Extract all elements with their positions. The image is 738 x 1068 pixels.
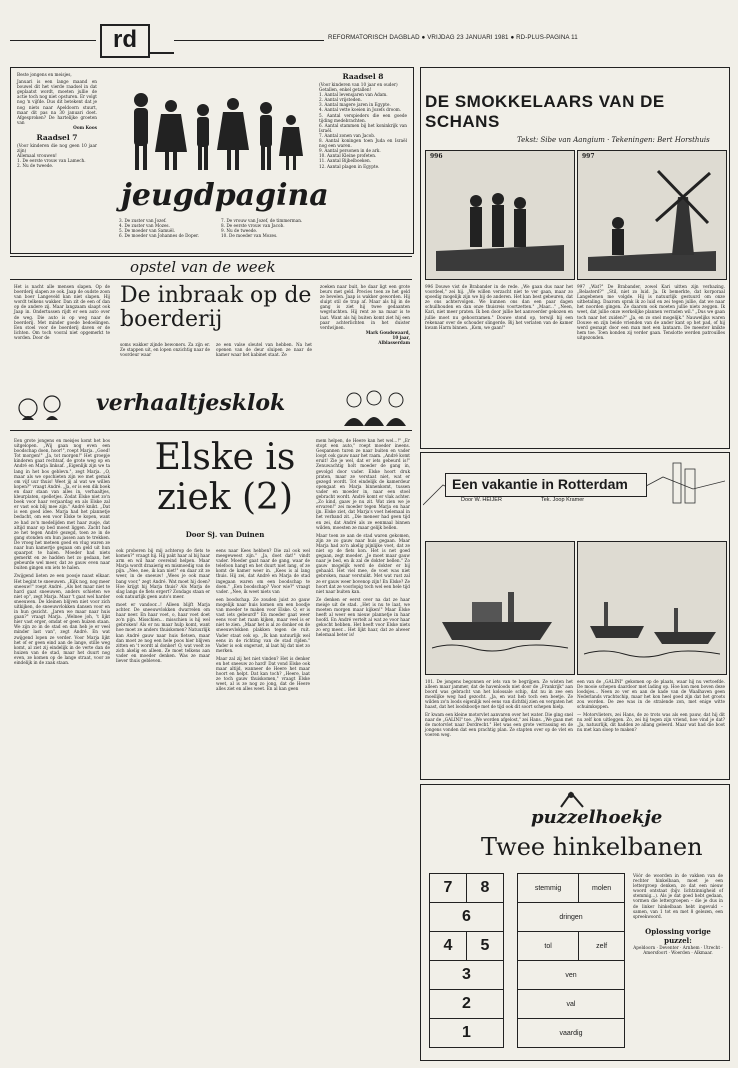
raadsel7-question-2: 2. Nu de tweede. <box>17 163 54 169</box>
raadsel8-subtitle: (Voor kinderen van 10 jaar en ouder) <box>319 82 398 87</box>
hinkel-left-cell-5[interactable]: 5 <box>467 932 504 961</box>
story-col1: Een grote jongens en meisjes komt het bos uitgelopen. „Wij gaan nog even een boodschap doen, hoor!", roept Marja. „Goed! Tot morgen!" „Ja, tot morgen!" Het groepje kinderen gaat rechtsaf, de grote weg op en André en Marja linksaf. „Eigenlijk zijn we ta lang in het bos geblevn.", zegt Marja. „O, maar als we opschieten zijn we met gemak om vijf uur thuis! Weet jij al wat we willen kopen?" vraagt André. „Ja, er is een dik boek en daar staan van alles in, verhaaltjes, kleurplaten, spelletjes. Zodat Elske niet zo'n boek voor haar verjaardag en als Elske zal er vast ook blij mee zijn." André knikt. „Dat is een goed idee. Marja had het plannetje bedacht, om een voor Elske te kopen, want ze had zo'n medelijden met haar zusje, dat altijd maar op bed moest liggen. Zacht had ze het tegen André gezegd, toen ze in de gang stonden om hun jassen aan te trekken. De vroeg het meteen goed en vlug waren ze naar hun kamertje gegaan om geld uit hun spaarpot te halen. Moeder had niets gemerkt en ze hadden het zo gedaan, het gebeurde wel meer, dat ze gauw even naar buiten gingen om iets te halen. <box>14 438 110 571</box>
raadsel8-question-1: 1. Aantal levensjaren van Adam. <box>319 92 388 98</box>
vakantie-tekenaar: Tek. Joop Kramer <box>541 497 585 503</box>
raadsel7-question-1: 1. De eerste vrouw van Lamech. <box>17 158 86 164</box>
story-col1b: Zwijgend lieten ze een poosje naast elkaar. Het begint te sneeuwen. „Kijk nog, nog meer sneeuw!" roept André. „Als het maar niet te hard gaat sneeuwen, anders schieten we niet op", zegt Marja. Maar 't gaat wel harder sneeuwen. De kleinen blijven niet voor zich uitkijken, de sneeuwvlokken dansen voor en in hun gezicht. „Jaren we maar naar huis gaan?" vraagt Marja. „Welnee joh, 't lijkt hier vast erger, omdat er geen huizen staan. We zijn zo in de stad en dan heb je er veel minder last van", zegt André. En wat zwijgend lopen ze verder. Voor Marja lijkt het of er geen eind aan de lange, stille weg komt, al ziet zij eindelijk in de verte dan de huizen van de stad, maar het duurt nog even, ze komen op de lange straat, voor ze eindelijk in de zaak staan. <box>14 573 110 666</box>
smokkelaars-text-996: 996 Douwe vist de Brabander in de rede. „We gaan dus naar het voordeel," zei hij. „We willen verzacht niet te ver gaan, maar zo spoedig mogelijk zijn we bij de anderen. Het kan best gebeuren, dat ze ons achtervolgen. We kunnen ons dan een paar dagen schuilhouden en dan onze thuisreis voortzetten." „Maar..." „Neen, Kari, niet meer praten. Ik ben door jullie het aanvoerder gekozen en jullie moet nu gehoorzamen." Douwe stond op, terwijl hij een rekenaar over de schouder slingerde. Bij het verlaten van de kamer kwam Harm binnen. „Kom, we gaan!" <box>425 284 573 330</box>
raadsel7-subtitle: (Voor kinderen die nog geen 10 jaar zijn) <box>17 143 97 154</box>
comic-panel-997: 997 <box>577 150 727 280</box>
hinkel-right-molen: molen <box>579 874 625 903</box>
raadsel7-more2-3: 10. De moeder van Mozes. <box>221 233 278 239</box>
comic-panel-996: 996 <box>425 150 575 280</box>
story-col4b: Maar toen ze aan de stad waren gekomen, zijn ze zo gauw naar huis gegaan. Maar Marja had zo'n akelig pijnlijke voet, dat ze niet op de fiets kon. Het is net goed gegaan, zegt moeder. „Je moet maar gauw naar je bed, en ik zal de dokter bellen." Zo gauw mogelijk werd de dokter er bij gehaald. Het viel mee, de voet was niet gebroken, maar verstuikt. Met wat rust zal ze er gauw weer bovenop zijn! En Elske? Ze hoort dat ze voorlopig toch wel een hele tijd niet naar buiten kan. <box>316 532 410 594</box>
opstel-banner: opstel van de week <box>10 256 412 280</box>
solution-text: Apeldoorn · Deventer · Arnhem · Utrecht · Amersfoort · Woerden · Alkmaar. <box>633 944 723 955</box>
hinkel-left-cell-8[interactable]: 8 <box>467 874 504 903</box>
smokkelaars-section <box>420 67 730 449</box>
hinkel-left-cell-4[interactable]: 4 <box>430 932 467 961</box>
raadsel8-question-4: 4. Aantal vette koeien in Jozefs droom. <box>319 107 402 113</box>
raadsel8-question-2: 2. Aantal vrijsteden. <box>319 97 362 103</box>
opstel-author-age: 10 jaar, <box>392 334 410 340</box>
jeugdpagina-section <box>10 67 414 254</box>
opstel-text-3: ze een valse sleutel van hebben. Na het openen van de deur sluipen ze naar de kamer waar het kabinet staat. Ze <box>216 342 312 358</box>
vakantie-text-3: Er kwam een kleine motorvlet aanvaren over het water. Die ging snel naar de „GALINI" toe. „We worden afgelost," zei Hans. „We gaan met de motorvlet naar Dordrecht." Het was een grote verrassing en de jongens vonden dat een prachtig plan. Ze stapten over op de vlet en voeren weg. <box>425 711 573 737</box>
hinkel-right-vaardig: vaardig <box>518 1019 625 1048</box>
hinkel-right-zelf: zelf <box>579 932 625 961</box>
raadsel8-question-6: 6. Aantal stammen bij het koninkrijk van Israël. <box>319 122 407 133</box>
hinkelbaan-left <box>429 873 504 1048</box>
ship-icon <box>432 562 568 666</box>
raadsel8-question-7: 7. Aantal zonen van Jacob. <box>319 132 376 138</box>
raadsel8-question-8: 8. Aantal koningen toen Juda en Israël nog een waren. <box>319 138 407 149</box>
raadsel8-question-9: 9. Aantal personen in de ark. <box>319 148 381 154</box>
hinkelbaan-right <box>517 873 625 1048</box>
raadsel7-more-3: 6. De moeder van Johannes de Doper. <box>119 233 199 239</box>
story-byline: Door Sj. van Duinen <box>185 530 265 539</box>
raadsel7-title: Raadsel 7 <box>36 133 78 143</box>
smokkelaars-text-997: 997 „Wat?" De Brabander, zowel Kari uitten zijn verbazing. „Belasterd?" „Stil, niet zo luid. Ja. Ik bemerkte, dat korporaal Langebenen me volgde. Hij is natuurlijk gestuurd om onze uitbetaling. Daarom sprak ik zo luid en zei tegen jullie, dat we naar het noorden gingen. Ze daarom ook moeten jullie niets zeggen. Ik weet, dat jullie onze werkelijke plannen verraden wil." „Dus we gaan toch naar het zuiden?" „Ja, en zo snel mogelijk." Nauwelijks waren Douwe en zijn beide vrienden van de ander kant op het pad, of hij werd gesnapt door een man met een lantaarn. De meester knikte hem toe. Toen konden zij verder gaan. Tenslotte werden patrouilles uitgezonden. <box>577 284 725 340</box>
raadsel8-question-0: Getallen, enkel getallen! <box>319 87 372 93</box>
newspaper-name: REFORMATORISCH DAGBLAD <box>328 34 420 41</box>
raadsel8-question-5: 5. Aantal verspieders die een goede tijding medebrachten. <box>319 112 407 123</box>
opstel-author: Mark Goudswaard, <box>365 329 410 335</box>
raadsel8-question-12: 12. Aantal plagen in Egypte. <box>319 163 380 169</box>
puzzel-title: Twee hinkelbanen <box>481 833 703 861</box>
clock-children-icon <box>14 390 74 426</box>
hinkel-left-cell-6[interactable]: 6 <box>430 903 504 932</box>
raadsel7-question-0: Allemaal vrouwen! <box>17 153 57 159</box>
harbour-ships-icon <box>584 562 720 666</box>
puzzel-instructions: Vóór de woorden in de vakken van de rechter hinkelbaan, moet je een lettergroep denken, zo dat een nieuw woord ontstaat (bijv. lichtzinnigheid of stemmig...). Als je dat goed hebt gedaan, vormen die lettergroepen – die je dus in de linker hinkelbaan hebt ingevuld – samen, van 1 tot en met 8 gelezen, een spreekwoord. <box>633 873 723 919</box>
ship-panel-right <box>577 541 727 675</box>
jeugdpagina-title: jeugdpagina <box>121 178 329 213</box>
issue-date: VRIJDAG 23 JANUARI 1981 <box>427 34 509 41</box>
raadsel7-more2-1: 8. De eerste vrouw van Jacob. <box>221 223 285 229</box>
solution-title: Oplossing vorige puzzel: <box>645 926 711 945</box>
raadsel7-more-2: 5. De moeder van Samuël. <box>119 228 176 234</box>
story-col2: ook proberen bij mij achterop de fiets te komen?" vraagt hij. Hij pakt haar al bij haar arm en wil haar overeind helpen. Maar Marja wordt draaierig en mismoedig van de pijn. „Nee, nee, ik kan niet!" en daar zit ze weer, in de sneeuw! „Wees je ook maar bang voor," zegt André. Wat moet hij doen? Hoe krijgt hij Marja thuis? Als Marja de slag langs de fiets ergert? Zondags staan er ook natuurlijk geen auto's meer. <box>116 548 210 599</box>
greeting: Beste jongens en meisjes, <box>17 72 72 77</box>
smokkelaars-credits: Tekst: Sibe van Aangium · Tekeningen: Bert Horsthuis <box>517 136 710 144</box>
children-silhouette-icon <box>111 80 311 180</box>
vakantie-byline: Door W. HEIJER <box>461 497 502 503</box>
story-col2b: moet er vandoor...! Alleen blijft Marja achter. De sneeuwvlokken dwarrelen om haar neer. En haar voet, o, haar voet doet zo'n pijn. Misschien... misschien is hij wel gebroken! Als er nu maar hulp komt, want hoe moet ze anders thuiskomen? Natuurlijk kan André gauw naar huis fietsen, maar dan moet ze nog een hele poos hier blijven zitten en 't wordt al donker! O, wat voelt ze zich akelig en alleen. Ze moet telkens aan vader en moeder denken. Was ze maar liever thuis gebleven. <box>116 601 210 663</box>
opstel-text-1: Het is nacht alle mensen slapen. Op de boerderij slapen ze ook. Jaap de oudste zoon van boer Langeveld kan niet slapen. Hij wordt telkens wakker. Dan zit de een of dan op de andere zij. Maar langzaam slaapt ook Jaap in. Ondertussen rijdt er een auto over de weg. Die auto is op weg naar de boerderij. Met minder goede bedoelingen. Een stoel voor de boerderij daven er de lichten. Om toch vooral niet opgemerkt te worden. Door de <box>14 284 110 340</box>
hinkel-right-stemmig: stemmig <box>518 874 579 903</box>
opstel-text-4: zoeken naar buit, he daar ligt een grote beurs met geld. Precies toen ze het geld ze bevelen. Jaap is wakker geworden. Hij sluipt stil de trap af. Maar als hij in de gang is ziet hij twee gedaanten wegvluchten. Hij rent ze na maar is te laat. Want als hij buiten komt ziet hij een paar achterlichten in het duister verdwijnen. <box>320 284 410 330</box>
ship-panel-left <box>425 541 575 675</box>
logo-grid-icon <box>148 26 174 54</box>
story-col4c: Maar zal zij het niet vinden? Het is denker en het sneeuw zo hard! Dat vond Elske ook maar altijd, wanneer de Heere het maar hoort en helpt. Dat kan toch? „Heere, laat ze toch gauw thuiskomen," vraagt Elske weet, al is ze nog zo jong, dat de Heere alles ziet en alles weet. En al kan geen <box>216 655 310 692</box>
hinkel-right-tol: tol <box>518 932 579 961</box>
vakantie-section <box>420 452 730 780</box>
raadsel8-question-11: 11. Aantal Bijbelboeken. <box>319 158 371 164</box>
vakantie-title-box: Een vakantie in Rotterdam <box>445 473 647 497</box>
masthead: rd REFORMATORISCH DAGBLAD ● VRIJDAG 23 JANUARI 1981 ● RD-PLUS-PAGINA 11 <box>10 20 730 60</box>
story-col4d: Ze denken er eerst over na dat ze haar meisje uit de stad. „Het is nu te laat, we moeten morgen maar kijken!" Maar Elske heeft al weer een nieuw plannetje in haar hoofd. En André vertelt al wat ze voor haar gekocht hebben. Het heeft voor Elske niets zo erg meer... Het lijkt haar, dat ze alweer helemaal beter is! <box>316 596 410 638</box>
raadsel8-question-10: 10. Aantal Kleine profeten. <box>319 153 377 159</box>
opstel-title: De inbraak op de boerderij <box>120 283 312 332</box>
windmill-icon <box>588 167 716 271</box>
puzzel-banner: puzzelhoekje <box>531 807 663 828</box>
hinkel-left-cell-1[interactable]: 1 <box>430 1019 504 1048</box>
story-col3: eens naar Kees hebben? Die zal ook wel meegeweest zijn." „Ja, doet dat!" vindt vader. Moeder gaat naar de gang, waar de telefoon hangt en het duurt niet lang, of ze komt de kamer weer in. „Kees is al lang thuis. Hij zei, dat André en Marja de stad ingegaan waren om een boodschap te doen." „Een boodschap? Voor wie?" vraagt vader. „Nee, ik weet niets van <box>216 548 310 594</box>
raadsel7-more2-2: 9. Nu de tweede. <box>221 228 258 234</box>
verhaaltje-banner: verhaaltjesklok <box>10 384 412 431</box>
opstel-author-place: Alblasserdam <box>378 340 410 346</box>
raadsel8-question-3: 3. Aantal magere jaren in Egypte. <box>319 102 391 108</box>
story-col3b: een boodschap. Ze zouden juist zo gauw mogelijk naar huis komen om een boodje van moeder te maken voor Elske. O, er is vast iets gebeurd!" En moeder gaat weer eens voor het raam kijken, maar veel is er niet te zien. „Maar het is al zo donker en de sneeuwvlokken plakken tegen de ruit. Vader staat ook op. „Ik kan natuurlijk wel eens in de richting van de stad rijden." Vader is ook ongerust, al laat hij dat niet zo merken. <box>216 596 310 653</box>
opstel-text-2: soms wakker zijnde bewoners. Za zijn er. Ze stappen uit, en lopen onzichtig naar de voordeur waar <box>120 342 210 358</box>
hinkel-left-cell-7[interactable]: 7 <box>430 874 467 903</box>
rd-logo: rd <box>100 24 150 58</box>
raadsel7-more2-0: 7. De vrouw van Jozef, de timmerman. <box>221 218 303 223</box>
opstel-section <box>10 256 412 382</box>
hinkel-right-ven: ven <box>518 961 625 990</box>
raadsel7-more-0: 3. De zuster van Jozef. <box>119 218 167 223</box>
page-number: RD-PLUS-PAGINA 11 <box>516 34 578 41</box>
hinkel-right-val: val <box>518 990 625 1019</box>
smokkelaars-title: DE SMOKKELAARS VAN DE SCHANS <box>425 92 665 131</box>
story-col4: mem helpen, de Heere kan het wel...!" „Er stopt een auto," roept moeder ineens. Gespannen turen ze naar buiten en vader loopt ook gauw naar het raam. „André komt eruit! Zie je wel, dat er iets gebeurd is!" Zenuwachtig holt moeder de gang in, gevolgd door vader. Elske hoort druk praten, maar ze verstaat niet, wat er gezegd wordt. Tot eindelijk de kamerdeur opengaat en Marja binnenkomt, tussen vader en moeder in, naar een stoel gebracht wordt. André komt er vlak achter. „Zo kind, gaaw je nu zit. Wat zien we je ervaren!" zei moeder tegen Marja en haar ijn. Elske ziet, dat Marja's voet helemaal in het verband zit. „Die meneer had geen tijd en zei, dat André als ze eenmaal binnen wilden, moesten ze maar gelijk bellen. <box>316 438 410 530</box>
hinkel-right-dringen: dringen <box>518 903 625 932</box>
raadsel8-title: Raadsel 8 <box>342 72 384 81</box>
vakantie-text-2: een van de „GALINI" gekomen op de plaats, waar hij nu vertoefde. De mooie schepen daardoor met lading op. Hoe kon men boven deze loodsjes... Neen zo ver en aan de kade van de Waalhaven geen Nederlands vrachtschip, maar het kon heel goed zijn dat het groots zou worden. De zee was in de stralende zon, met enige witte schuimkoppen. <box>577 679 725 710</box>
signature: Oom Koos <box>73 124 97 130</box>
children-reading-icon <box>340 388 410 428</box>
vakantie-text-4: — Motorvlieters, zei Hans, de zo trots was als een pauw, dat hij dit nu zelf kon uitleggen. Zo, zei hij tegen zijn vriend, hoe vind je dat? „Ja, natuurlijk, dit hadden ze allang geleerd. Maar wat had die boot nu met kan sloep te maken? <box>577 711 725 732</box>
intro-text: Januari is een lange maand en bouwel dit het vierde raadsel in dat geplaatst wordt, moeten jullie de actie toch nog niet opsturen. Er volgt nog 'n vijfde. Dus dit betekent dat je nog niets naar Apeldoorn stuurt, maar dit pas na 30 januari doet. Afgesproken? De hartelijke groeten van <box>17 79 97 125</box>
hinkel-left-cell-2[interactable]: 2 <box>430 990 504 1019</box>
puzzel-section <box>420 784 730 1061</box>
hinkel-left-cell-3[interactable]: 3 <box>430 961 504 990</box>
vakantie-text-1: 101. De jongens begonnen er iets van te begrijpen. Ze wisten het alleen maar jammer, dat de havenloods niet door de „Frankrijk" aan boord was gebracht van het kolossale schip, dat nu in zee een moeilijke weg had gezocht. „Ja, en wat heb toch een beetje. Ze wilden zo'n loods eigenlijk wel eens van dichtbij zien en vergaten het haast, dat het loodsbootje met de tijd ook dit soort schepen hielp. <box>425 679 573 710</box>
story-title: Elske is ziek (2) <box>154 437 296 518</box>
comic-figures-icon <box>436 181 564 271</box>
raadsel7-more-1: 4. De zuster van Mozes. <box>119 223 170 229</box>
verhaaltje-section <box>10 384 412 1059</box>
